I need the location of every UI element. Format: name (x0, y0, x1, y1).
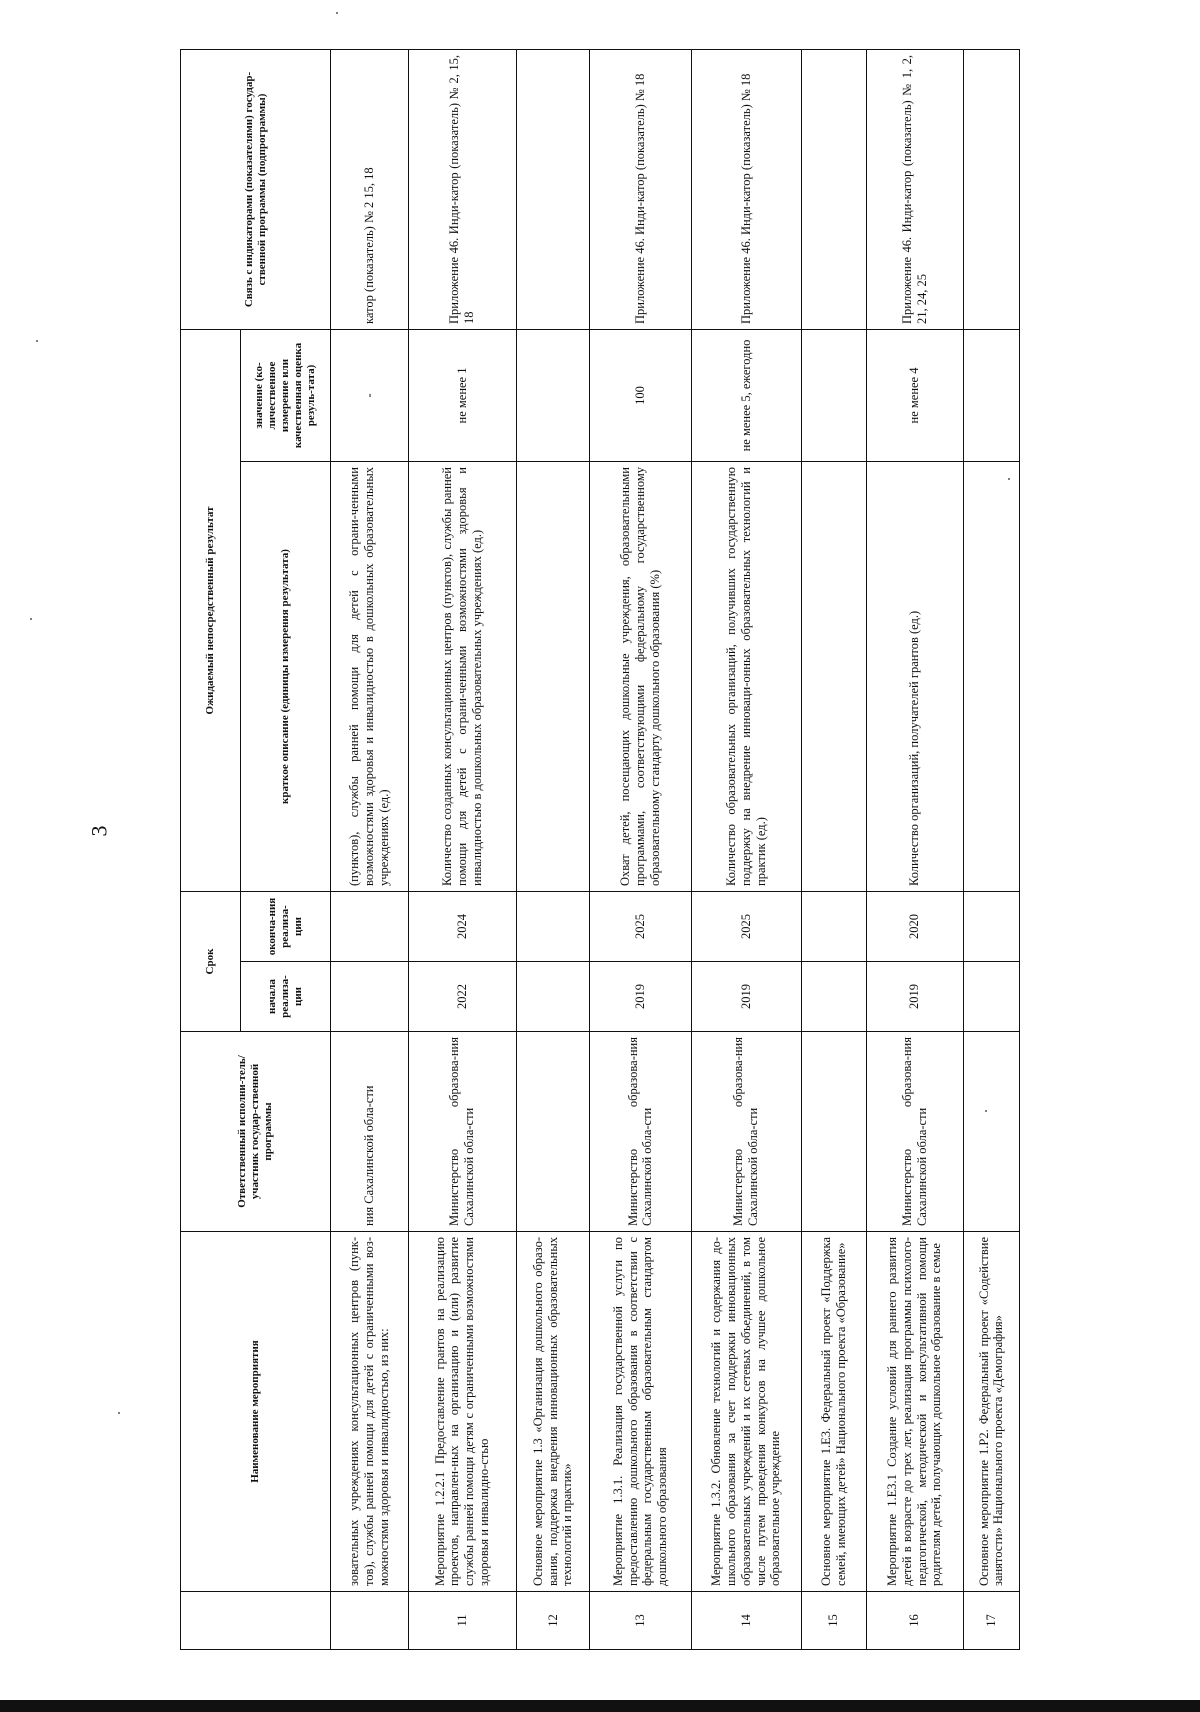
indicator-link: Приложение 46. Инди-катор (показатель) № 2, 15, 18 (408, 50, 516, 330)
page-number: 3 (86, 825, 112, 837)
row-number (331, 1592, 409, 1650)
indicator-link: Приложение 46. Инди-катор (показатель) № 1, 2, 21, 24, 25 (866, 50, 963, 330)
executor: Министерство образова-ния Сахалинской обла-сти (590, 1032, 692, 1232)
result-description: Количество организаций, получателей грантов (ед.) (866, 462, 963, 892)
header-number (181, 1592, 331, 1650)
result-value: не менее 4 (866, 330, 963, 462)
end-year (801, 892, 866, 962)
scan-speck (336, 12, 338, 14)
result-description (516, 462, 589, 892)
executor (963, 1032, 1019, 1232)
indicator-link (963, 50, 1019, 330)
start-year (331, 962, 409, 1032)
result-description: Охват детей, посещающих дошкольные учреждения, образовательными программами, соответствующими федеральному государственному образовательному стандарту дошкольного образования (%) (590, 462, 692, 892)
scan-speck (36, 340, 38, 342)
end-year (331, 892, 409, 962)
result-value: - (331, 330, 409, 462)
executor: Министерство образова-ния Сахалинской обла-сти (408, 1032, 516, 1232)
result-description (963, 462, 1019, 892)
measure-name: Мероприятие 1.3.1. Реализация государственной услуги по предоставлению дошкольного образования в соответствии с федеральным государственным образовательным стандартом дошкольного образования (590, 1232, 692, 1592)
header-result-value: значение (ко-личественное измерение или качественная оценка резуль-тата) (241, 330, 331, 462)
start-year: 2019 (866, 962, 963, 1032)
start-year: 2019 (691, 962, 801, 1032)
row-number: 16 (866, 1592, 963, 1650)
measure-name: Мероприятие 1.2.2.1 Предоставление грантов на реализацию проектов, направлен-ных на организацию и (или) развитие службы ранней помощи детям с ограниченными возможностями здоровья и инвалидно-стью (408, 1232, 516, 1592)
result-description: Количество созданных консультационных центров (пунктов), службы ранней помощи для детей с ограни-ченными возможностями здоровья и инвалидностью в дошкольных образовательных учреждениях (ед.) (408, 462, 516, 892)
result-description (801, 462, 866, 892)
executor: ния Сахалинской обла-сти (331, 1032, 409, 1232)
program-measures-table (180, 49, 1020, 1650)
header-link: Связь с индикаторами (показателями) государ-ственной программы (подпрограммы) (181, 50, 331, 330)
header-result: Ожидаемый непосредственный результат (181, 330, 241, 892)
result-value: не менее 1 (408, 330, 516, 462)
table-row (516, 50, 589, 1650)
indicator-link (516, 50, 589, 330)
indicator-link: Приложение 46. Инди-катор (показатель) № 18 (590, 50, 692, 330)
table-row (331, 50, 409, 1650)
header-term-start: начала реализа-ции (241, 962, 331, 1032)
end-year: 2020 (866, 892, 963, 962)
start-year (516, 962, 589, 1032)
table-row (801, 50, 866, 1650)
measure-name: Мероприятие 1.Е3.1 Создание условий для раннего развития детей в возрасте до трех лет, реализация программы психолого-педагогической, методической и консультативной помощи родителям детей, получающих дошкольное образование в семье (866, 1232, 963, 1592)
end-year: 2025 (590, 892, 692, 962)
indicator-link: Приложение 46. Инди-катор (показатель) № 18 (691, 50, 801, 330)
measure-name: Мероприятие 1.3.2. Обновление технологий и содержания до-школьного образования за счет поддержки инновационных образовательных учреждений и их сетевых объединений, в том числе путем проведения конкурсов на лучшее дошкольное образовательное учреждение (691, 1232, 801, 1592)
table-row (691, 50, 801, 1650)
row-number: 13 (590, 1592, 692, 1650)
result-value (801, 330, 866, 462)
row-number: 14 (691, 1592, 801, 1650)
measure-name: Основное мероприятие 1.3 «Организация дошкольного образо-вания, поддержка внедрения инновационных образовательных технологий и практик» (516, 1232, 589, 1592)
executor (516, 1032, 589, 1232)
measure-name: Основное мероприятие 1.Е3. Федеральный проект «Поддержка семей, имеющих детей» Национального проекта «Образование» (801, 1232, 866, 1592)
row-number: 11 (408, 1592, 516, 1650)
result-value (963, 330, 1019, 462)
table-row (866, 50, 963, 1650)
rotated-sheet (180, 50, 1020, 1650)
row-number: 15 (801, 1592, 866, 1650)
header-term: Срок (181, 892, 241, 1032)
scan-speck (118, 1412, 120, 1414)
end-year: 2024 (408, 892, 516, 962)
result-value: 100 (590, 330, 692, 462)
row-number: 17 (963, 1592, 1019, 1650)
header-executor: Ответственный исполни-тель/участник государ-ственной программы (181, 1032, 331, 1232)
measure-name: зовательных учреждениях консультационных центров (пунк-тов), службы ранней помощи для детей с ограниченными воз-можностями здоровья и инвалидностью, из них: (331, 1232, 409, 1592)
scan-edge (0, 1700, 1200, 1712)
result-description: (пунктов), службы ранней помощи для детей с ограни-ченными возможностями здоровья и инвалидностью в дошкольных образовательных учреждениях (ед.) (331, 462, 409, 892)
header-row-1 (181, 50, 241, 1650)
end-year (516, 892, 589, 962)
start-year: 2019 (590, 962, 692, 1032)
result-description: Количество образовательных организаций, получивших государственную поддержку на внедрение инноваци-онных образовательных технологий и практик (ед.) (691, 462, 801, 892)
start-year: 2022 (408, 962, 516, 1032)
header-result-description: краткое описание (единицы измерения результата) (241, 462, 331, 892)
start-year (963, 962, 1019, 1032)
result-value: не менее 5, ежегодно (691, 330, 801, 462)
table-row (408, 50, 516, 1650)
header-name: Наименование мероприятия (181, 1232, 331, 1592)
scan-speck (30, 618, 32, 620)
end-year (963, 892, 1019, 962)
executor: Министерство образова-ния Сахалинской обла-сти (691, 1032, 801, 1232)
header-term-end: оконча-ния реализа-ции (241, 892, 331, 962)
indicator-link (801, 50, 866, 330)
executor: Министерство образова-ния Сахалинской обла-сти (866, 1032, 963, 1232)
end-year: 2025 (691, 892, 801, 962)
table-row (590, 50, 692, 1650)
start-year (801, 962, 866, 1032)
row-number: 12 (516, 1592, 589, 1650)
table-row (963, 50, 1019, 1650)
executor (801, 1032, 866, 1232)
indicator-link: катор (показатель) № 2 15, 18 (331, 50, 409, 330)
measure-name: Основное мероприятие 1.Р2. Федеральный проект «Содействие занятости» Национального проекта «Демография» (963, 1232, 1019, 1592)
result-value (516, 330, 589, 462)
